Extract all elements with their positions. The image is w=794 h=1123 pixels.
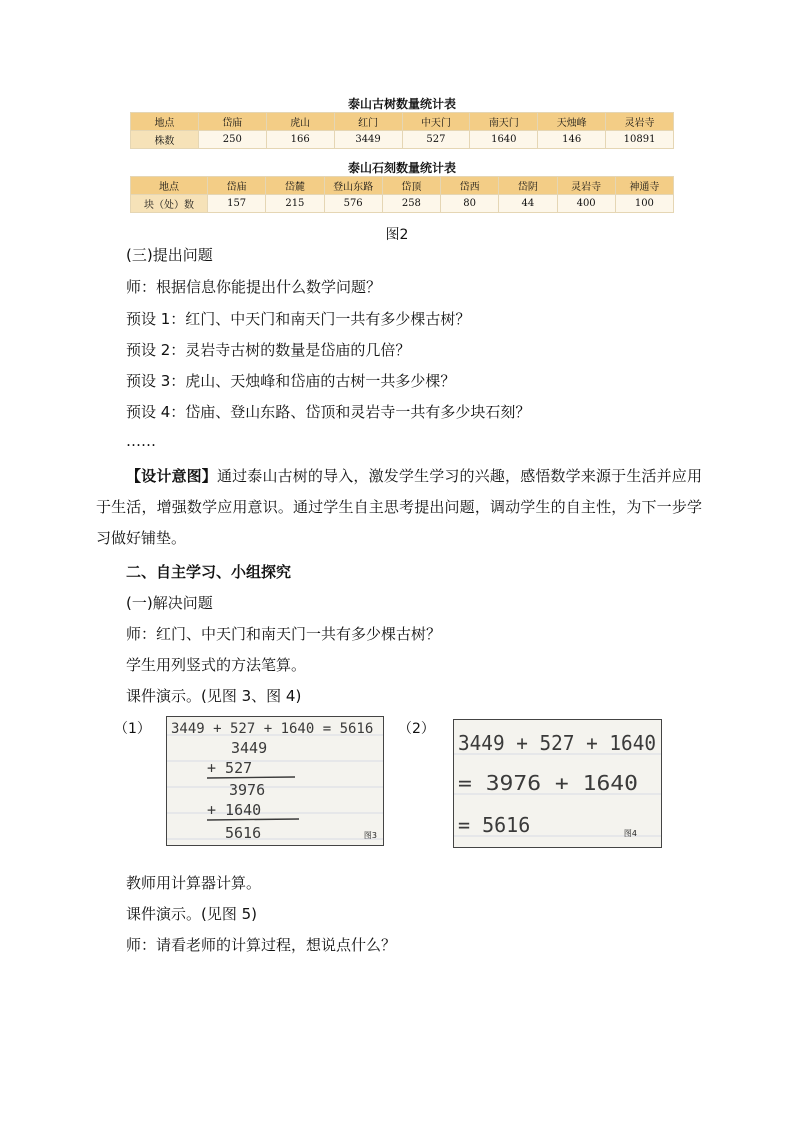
figure-3-line: 3976 bbox=[229, 781, 266, 799]
stone-carving-table bbox=[130, 160, 674, 213]
table-cell: 虎山 bbox=[266, 113, 334, 131]
subsection-title: (一)解决问题 bbox=[126, 594, 213, 612]
table-cell: 400 bbox=[557, 195, 615, 213]
figure-4-photo bbox=[453, 719, 662, 848]
table-cell: 80 bbox=[441, 195, 499, 213]
table-cell: 527 bbox=[402, 131, 470, 149]
table-cell: 灵岩寺 bbox=[606, 113, 674, 131]
table-cell: 红门 bbox=[334, 113, 402, 131]
table-cell: 岱顶 bbox=[382, 177, 440, 195]
design-intent-lead: 【设计意图】 bbox=[126, 467, 217, 485]
table-cell: 天烛峰 bbox=[538, 113, 606, 131]
table-cell: 岱庙 bbox=[208, 177, 266, 195]
demo-note: 课件演示。(见图 5) bbox=[126, 905, 258, 923]
stone-table-header-row bbox=[131, 177, 674, 195]
figure-3-photo bbox=[166, 716, 384, 846]
table-cell: 登山东路 bbox=[324, 177, 382, 195]
tree-table-header-row bbox=[131, 113, 674, 131]
table-cell: 神通寺 bbox=[615, 177, 673, 195]
table-cell: 块（处）数 bbox=[131, 195, 208, 213]
design-intent-paragraph bbox=[96, 461, 702, 554]
figure-3-equation: 3449 + 527 + 1640 = 5616 bbox=[171, 721, 374, 737]
preset-item: 预设 4：岱庙、登山东路、岱顶和灵岩寺一共有多少块石刻？ bbox=[126, 403, 531, 421]
figure-4-line: = 3976 + 1640 bbox=[458, 771, 638, 795]
figure-3-line: 5616 bbox=[225, 824, 262, 842]
table-cell: 中天门 bbox=[402, 113, 470, 131]
table-cell: 地点 bbox=[131, 177, 208, 195]
table-cell: 岱麓 bbox=[266, 177, 324, 195]
table-cell: 灵岩寺 bbox=[557, 177, 615, 195]
figure-label-1: （1） bbox=[114, 721, 151, 737]
table-cell: 157 bbox=[208, 195, 266, 213]
preset-item: 预设 2：灵岩寺古树的数量是岱庙的几倍？ bbox=[126, 341, 411, 359]
tree-table-data-row bbox=[131, 131, 674, 149]
figure-label-2: （2） bbox=[398, 721, 435, 737]
figure-4-line: 3449 + 527 + 1640 bbox=[458, 731, 656, 755]
section-title: (三)提出问题 bbox=[126, 246, 213, 264]
tree-table-title: 泰山古树数量统计表 bbox=[347, 97, 456, 111]
table-cell: 1640 bbox=[470, 131, 538, 149]
figure-3-drawing bbox=[167, 717, 383, 845]
table-cell: 岱庙 bbox=[198, 113, 266, 131]
figure-3-tag: 图3 bbox=[363, 831, 377, 840]
table-cell: 250 bbox=[198, 131, 266, 149]
teacher-question: 师：红门、中天门和南天门一共有多少棵古树？ bbox=[126, 625, 442, 643]
table-cell: 岱西 bbox=[441, 177, 499, 195]
teacher-question: 师：请看老师的计算过程，想说点什么？ bbox=[126, 936, 397, 954]
figure-caption: 图2 bbox=[385, 227, 409, 243]
table-cell: 146 bbox=[538, 131, 606, 149]
tree-count-table bbox=[130, 96, 674, 149]
stone-table-grid bbox=[130, 176, 674, 213]
table-cell: 株数 bbox=[131, 131, 199, 149]
figure-4-line: = 5616 bbox=[458, 813, 531, 837]
calculator-note: 教师用计算器计算。 bbox=[126, 874, 262, 892]
demo-note: 课件演示。(见图 3、图 4) bbox=[126, 687, 302, 705]
table-cell: 576 bbox=[324, 195, 382, 213]
tree-table-grid bbox=[130, 112, 674, 149]
stone-table-data-row bbox=[131, 195, 674, 213]
table-cell: 10891 bbox=[606, 131, 674, 149]
table-cell: 215 bbox=[266, 195, 324, 213]
table-cell: 3449 bbox=[334, 131, 402, 149]
table-cell: 南天门 bbox=[470, 113, 538, 131]
table-cell: 166 bbox=[266, 131, 334, 149]
table-cell: 100 bbox=[615, 195, 673, 213]
ellipsis: …… bbox=[126, 432, 156, 450]
figure-4-tag: 图4 bbox=[623, 829, 637, 838]
preset-item: 预设 1：红门、中天门和南天门一共有多少棵古树？ bbox=[126, 310, 471, 328]
table-cell: 44 bbox=[499, 195, 557, 213]
part-heading: 二、自主学习、小组探究 bbox=[126, 563, 292, 581]
preset-item: 预设 3：虎山、天烛峰和岱庙的古树一共多少棵？ bbox=[126, 372, 456, 390]
table-cell: 地点 bbox=[131, 113, 199, 131]
teacher-question: 师：根据信息你能提出什么数学问题？ bbox=[126, 278, 382, 296]
student-note: 学生用列竖式的方法笔算。 bbox=[126, 656, 307, 674]
figure-3-line: + 527 bbox=[207, 759, 253, 777]
table-cell: 岱阴 bbox=[499, 177, 557, 195]
figure-3-line: + 1640 bbox=[207, 801, 262, 819]
figure-3-line: 3449 bbox=[231, 739, 268, 757]
design-intent-text: 通过泰山古树的导入，激发学生学习的兴趣，感悟数学来源于生活并应用于生活，增强数学应用意识。通过学生自主思考提出问题，调动学生的自主性，为下一步学习做好铺垫。 bbox=[96, 467, 702, 547]
stone-table-title: 泰山石刻数量统计表 bbox=[347, 161, 456, 175]
table-cell: 258 bbox=[382, 195, 440, 213]
